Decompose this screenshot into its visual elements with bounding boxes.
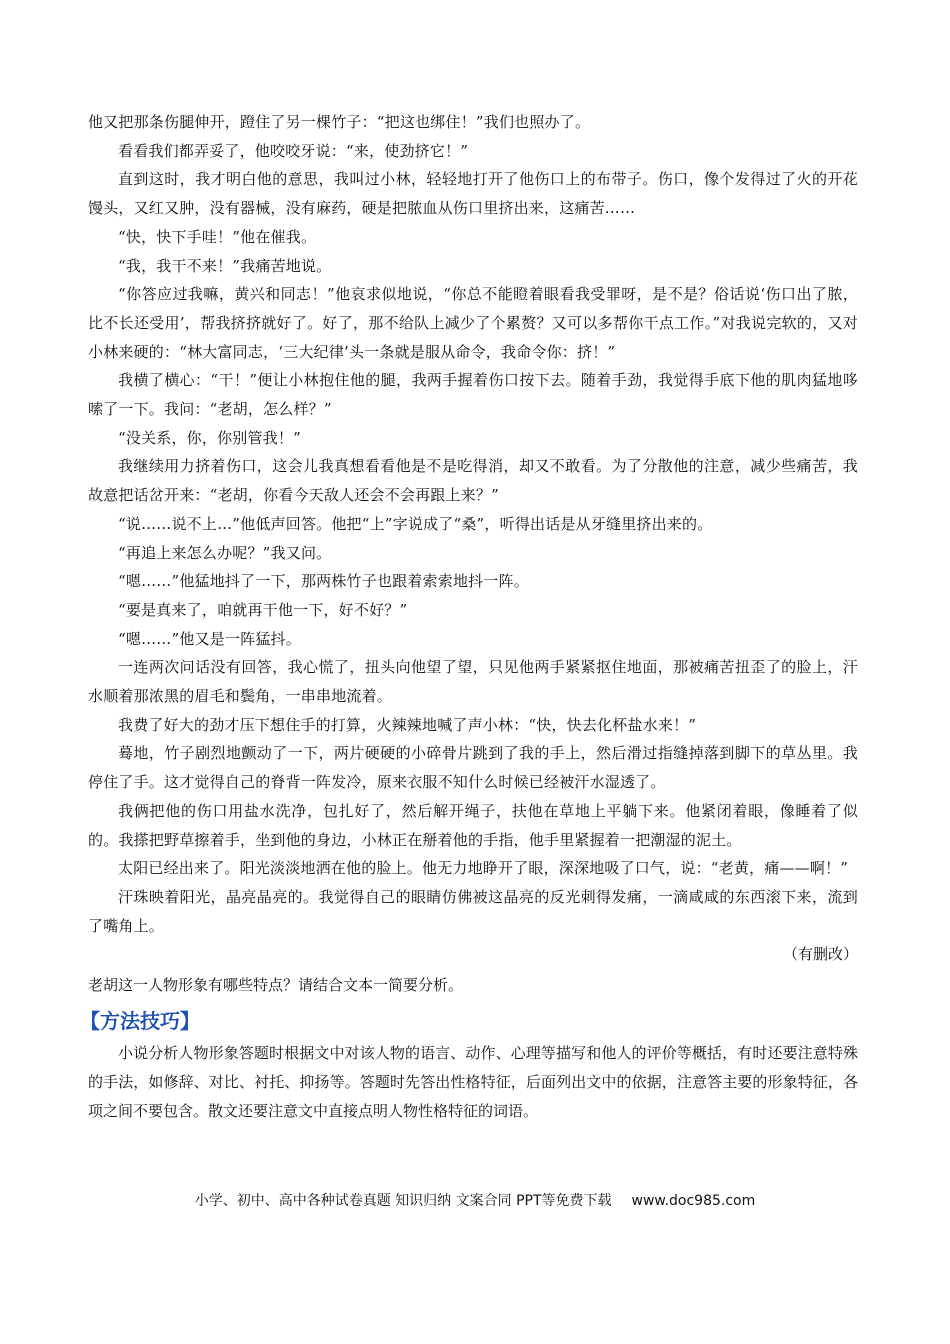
story-paragraph: “你答应过我嘛，黄兴和同志！”他哀求似地说，“你总不能瞪着眼看我受罪呀，是不是？俗话说‘伤口出了脓，比不长还受用’，帮我挤挤就好了。好了，那不给队上减少了个累赘？又可以多帮你干点工作。”对我说完软的，又对小林来硬的：“林大富同志，‘三大纪律’头一条就是服从命令，我命令你：挤！” — [88, 285, 858, 361]
story-paragraph: 太阳已经出来了。阳光淡淡地洒在他的脸上。他无力地睁开了眼，深深地吸了口气，说：“老黄，痛——啊！” — [118, 859, 849, 878]
question-text: 老胡这一人物形象有哪些特点？请结合文本一简要分析。 — [88, 976, 464, 995]
story-paragraph: 我继续用力挤着伤口，这会儿我真想看看他是不是吃得消，却又不敢看。为了分散他的注意，减少些痛苦，我故意把话岔开来：“老胡，你看今天敌人还会不会再跟上来？” — [88, 457, 858, 505]
story-paragraph: 一连两次问话没有回答，我心慌了，扭头向他望了望，只见他两手紧紧抠住地面，那被痛苦扭歪了的脸上，汗水顺着那浓黑的眉毛和鬓角，一串串地流着。 — [88, 658, 858, 706]
story-paragraph: 看看我们都弄妥了，他咬咬牙说：“来，使劲挤它！” — [118, 141, 469, 160]
story-paragraph: “说……说不上…”他低声回答。他把“上”字说成了“桑”，听得出话是从牙缝里挤出来的。 — [118, 514, 713, 533]
footer-url[interactable]: www.doc985.com — [631, 1193, 756, 1209]
story-paragraph: “再追上来怎么办呢？”我又问。 — [118, 543, 332, 562]
story-paragraph: 汗珠映着阳光，晶亮晶亮的。我觉得自己的眼睛仿佛被这晶亮的反光刺得发痛，一滴咸咸的东西滚下来，流到了嘴角上。 — [88, 887, 858, 935]
source-note: （有删改） — [782, 945, 858, 964]
story-paragraph: 我俩把他的伤口用盐水洗净，包扎好了，然后解开绳子，扶他在草地上平躺下来。他紧闭着眼，像睡着了似的。我搽把野草擦着手，坐到他的身边，小林正在掰着他的手指，他手里紧握着一把潮湿的泥土。 — [88, 801, 858, 849]
story-paragraph: “要是真来了，咱就再干他一下，好不好？” — [118, 600, 408, 619]
story-paragraph: “没关系，你，你别管我！” — [118, 428, 301, 447]
story-paragraph: 他又把那条伤腿伸开，蹬住了另一棵竹子：“把这也绑住！”我们也照办了。 — [88, 113, 591, 131]
method-text: 小说分析人物形象答题时根据文中对该人物的语言、动作、心理等描写和他人的评价等概括，有时还要注意特殊的手法，如修辞、对比、衬托、抑扬等。答题时先答出性格特征，后面列出文中的依据，注意答主要的形象特征，各项之间不要包含。散文还要注意文中直接点明人物性格特征的词语。 — [88, 1044, 858, 1121]
story-paragraph: 直到这时，我才明白他的意思，我叫过小林，轻轻地打开了他伤口上的布带子。伤口，像个发得过了火的开花馒头，又红又肿，没有器械，没有麻药，硬是把脓血从伤口里挤出来，这痛苦…… — [88, 170, 858, 218]
story-paragraph: 蓦地，竹子剧烈地颤动了一下，两片硬硬的小碎骨片跳到了我的手上，然后滑过指缝掉落到脚下的草丛里。我停住了手。这才觉得自己的脊背一阵发冷，原来衣服不知什么时候已经被汗水湿透了。 — [88, 744, 858, 792]
story-paragraph: “快，快下手哇！”他在催我。 — [118, 227, 317, 246]
story-paragraph: “嗯……”他猛地抖了一下，那两株竹子也跟着索索地抖一阵。 — [118, 572, 529, 591]
story-text — [88, 108, 858, 969]
page-footer — [0, 1190, 950, 1210]
footer-text: 小学、初中、高中各种试卷真题 知识归纳 文案合同 PPT等免费下载 — [194, 1193, 612, 1209]
story-paragraph: 我横了横心：“干！”便让小林抱住他的腿，我两手握着伤口按下去。随着手劲，我觉得手底下他的肌肉猛地哆嗦了一下。我问：“老胡，怎么样？” — [88, 371, 858, 419]
document-page — [80, 108, 858, 1126]
story-paragraph: “我，我干不来！”我痛苦地说。 — [118, 256, 332, 275]
story-paragraph: “嗯……”他又是一阵猛抖。 — [118, 629, 301, 648]
story-paragraph: 我费了好大的劲才压下想住手的打算，火辣辣地喊了声小林：“快，快去化杯盐水来！” — [118, 715, 697, 734]
method-heading: 【方法技巧】 — [80, 1009, 200, 1034]
